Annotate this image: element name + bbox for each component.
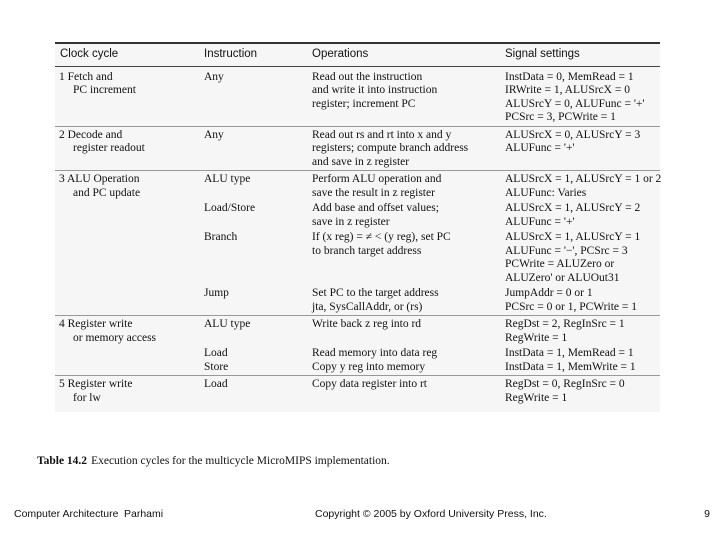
signals-cell-line: RegDst = 0, RegInSrc = 0 — [505, 378, 625, 390]
signals-cell-line: InstData = 0, MemRead = 1 — [505, 70, 634, 83]
signals-cell-line: ALUSrcX = 1, ALUSrcY = 1 or 2 — [505, 173, 662, 185]
operations-cell-line: If (x reg) = ≠ < (y reg), set PC — [312, 231, 451, 243]
operations-cell-line: and save in z register — [312, 155, 410, 168]
instruction-cell-line: Jump — [204, 287, 229, 299]
signals-cell-line: PCSrc = 0 or 1, PCWrite = 1 — [505, 300, 637, 313]
header-instruction: Instruction — [199, 44, 307, 66]
operations-cell-line: Read out the instruction — [312, 70, 423, 83]
signals-cell — [500, 171, 660, 202]
instruction-cell-line: Load/Store — [204, 202, 256, 214]
signals-cell-line: RegWrite = 1 — [505, 331, 568, 344]
cycle-cell — [55, 376, 199, 407]
operations-cell-line: to branch target address — [312, 244, 422, 257]
table-row — [55, 286, 660, 316]
operations-cell — [307, 316, 500, 347]
operations-cell-line: save in z register — [312, 215, 390, 228]
cycle-cell-line: for lw — [73, 391, 101, 404]
cycle-cell-line: register readout — [73, 142, 145, 154]
cycle-cell — [55, 66, 199, 126]
cycle-cell — [55, 230, 199, 286]
signals-cell — [500, 346, 660, 376]
table-row — [55, 126, 660, 171]
operations-cell — [307, 201, 500, 230]
operations-cell — [307, 126, 500, 171]
operations-cell — [307, 66, 500, 126]
footer-copyright: Copyright © 2005 by Oxford University Press, Inc. — [315, 508, 547, 520]
table-row — [55, 316, 660, 347]
footer-page-number: 9 — [704, 508, 710, 520]
signals-cell-line: ALUFunc: Varies — [505, 186, 587, 199]
footer-author: Parhami — [124, 508, 164, 520]
caption-label: Table 14.2 — [37, 455, 88, 467]
operations-cell-line: Copy data register into rt — [312, 378, 427, 390]
operations-cell-line: save the result in z register — [312, 186, 435, 199]
table-row — [55, 346, 660, 376]
table-row — [55, 201, 660, 230]
footer-course: Computer Architecture — [14, 508, 119, 520]
signals-cell — [500, 230, 660, 286]
signals-cell — [500, 126, 660, 171]
signals-cell — [500, 201, 660, 230]
cycle-cell-line: or memory access — [73, 331, 157, 344]
cycle-cell-line: 2 Decode and — [59, 128, 123, 141]
operations-cell — [307, 286, 500, 316]
cycle-cell — [55, 126, 199, 171]
cycle-cell-line: 5 Register write — [59, 378, 133, 390]
operations-cell-line: and write it into instruction — [312, 84, 438, 96]
operations-cell-line: registers; compute branch address — [312, 142, 469, 154]
header-signal-settings: Signal settings — [500, 44, 660, 66]
cycle-cell-line: 3 ALU Operation — [59, 173, 140, 185]
table-row — [55, 66, 660, 126]
cycle-cell — [55, 316, 199, 347]
cycle-cell-line: PC increment — [73, 84, 136, 96]
operations-cell — [307, 230, 500, 286]
cycle-cell — [55, 346, 199, 376]
operations-cell-line: Write back z reg into rd — [312, 318, 422, 330]
signals-cell-line: InstData = 1, MemWrite = 1 — [505, 360, 636, 373]
instruction-cell — [199, 286, 307, 316]
instruction-cell — [199, 230, 307, 286]
cycle-cell-line: and PC update — [73, 186, 141, 199]
cycle-cell-line: 4 Register write — [59, 318, 133, 330]
table-caption — [37, 455, 390, 467]
instruction-cell — [199, 316, 307, 347]
table-row — [55, 376, 660, 407]
instruction-cell-line: Any — [204, 128, 224, 141]
instruction-cell-line: Load — [204, 378, 228, 390]
table-header-row — [55, 44, 660, 66]
signals-cell-line: ALUSrcX = 1, ALUSrcY = 2 — [505, 202, 641, 214]
execution-cycles-table — [55, 44, 660, 406]
signals-cell-line: PCWrite = ALUZero or — [505, 258, 615, 270]
instruction-cell — [199, 201, 307, 230]
signals-cell-line: ALUSrcX = 1, ALUSrcY = 1 — [505, 231, 641, 243]
instruction-cell-line: Store — [204, 360, 229, 373]
operations-cell-line: Copy y reg into memory — [312, 360, 426, 373]
signals-cell-line: ALUSrcX = 0, ALUSrcY = 3 — [505, 128, 641, 141]
operations-cell — [307, 171, 500, 202]
operations-cell-line: register; increment PC — [312, 97, 416, 110]
instruction-cell — [199, 66, 307, 126]
operations-cell — [307, 376, 500, 407]
signals-cell-line: ALUFunc = '−', PCSrc = 3 — [505, 244, 628, 257]
instruction-cell — [199, 346, 307, 376]
signals-cell-line: ALUSrcY = 0, ALUFunc = '+' — [505, 97, 645, 110]
table-row — [55, 230, 660, 286]
operations-cell — [307, 346, 500, 376]
operations-cell-line: Perform ALU operation and — [312, 173, 442, 185]
table-row — [55, 171, 660, 202]
signals-cell-line: PCSrc = 3, PCWrite = 1 — [505, 111, 616, 123]
header-operations: Operations — [307, 44, 500, 66]
signals-cell-line: InstData = 1, MemRead = 1 — [505, 347, 634, 359]
instruction-cell-line: Branch — [204, 231, 238, 243]
signals-cell-line: ALUFunc = '+' — [505, 215, 575, 228]
instruction-cell-line: Load — [204, 347, 228, 359]
instruction-cell — [199, 376, 307, 407]
signals-cell — [500, 376, 660, 407]
signals-cell-line: JumpAddr = 0 or 1 — [505, 287, 593, 299]
instruction-cell-line: ALU type — [204, 173, 251, 185]
operations-cell-line: Read memory into data reg — [312, 347, 438, 359]
signals-cell-line: ALUZero' or ALUOut31 — [505, 271, 620, 284]
operations-cell-line: Add base and offset values; — [312, 202, 439, 214]
table-body — [55, 66, 660, 406]
cycle-cell — [55, 286, 199, 316]
cycle-cell — [55, 171, 199, 202]
signals-cell-line: IRWrite = 1, ALUSrcX = 0 — [505, 84, 630, 96]
operations-cell-line: Read out rs and rt into x and y — [312, 128, 452, 141]
signals-cell — [500, 66, 660, 126]
signals-cell-line: ALUFunc = '+' — [505, 142, 575, 154]
operations-cell-line: jta, SysCallAddr, or (rs) — [312, 300, 423, 313]
instruction-cell — [199, 126, 307, 171]
signals-cell — [500, 286, 660, 316]
signals-cell — [500, 316, 660, 347]
execution-cycles-table-container — [55, 42, 660, 412]
instruction-cell — [199, 171, 307, 202]
cycle-cell — [55, 201, 199, 230]
caption-text: Execution cycles for the multicycle MicroMIPS implementation. — [91, 455, 390, 467]
header-clock-cycle: Clock cycle — [55, 44, 199, 66]
signals-cell-line: RegWrite = 1 — [505, 391, 568, 404]
signals-cell-line: RegDst = 2, RegInSrc = 1 — [505, 318, 625, 330]
cycle-cell-line: 1 Fetch and — [59, 70, 113, 83]
instruction-cell-line: ALU type — [204, 318, 251, 330]
operations-cell-line: Set PC to the target address — [312, 287, 439, 299]
instruction-cell-line: Any — [204, 70, 224, 83]
